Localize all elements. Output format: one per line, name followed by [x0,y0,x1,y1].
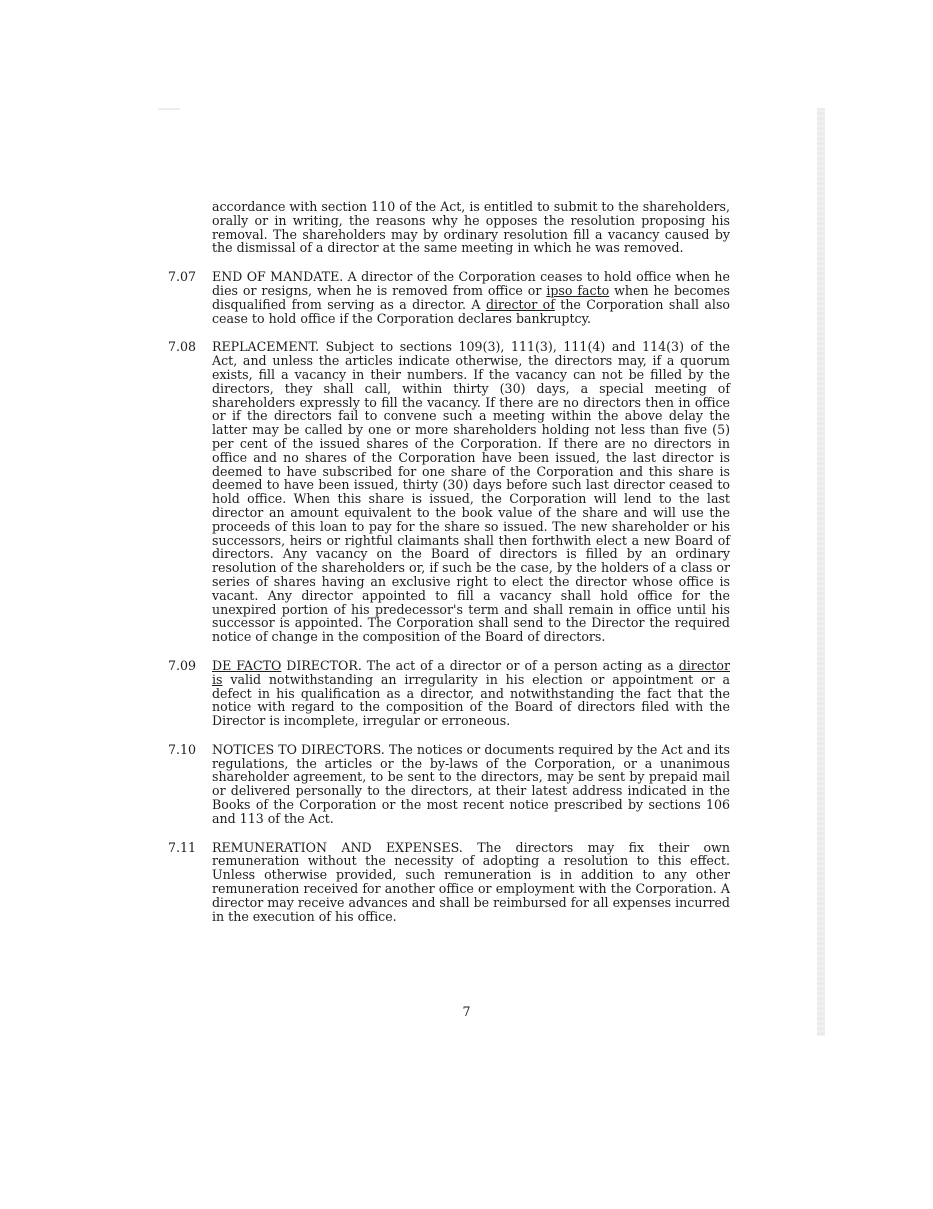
section-number: 7.07 [168,269,197,285]
section-7-08 [168,340,730,644]
section-7-07 [168,270,730,325]
section-text: REMUNERATION AND EXPENSES. The directors may fix their own remuneration without the necessity of adopting a resolution to this effect. Unless otherwise provided, such remuneration is in addition to any other remuneration received for another office or employment with the Corporation. A director may receive advances and shall be reimbursed for all expenses incurred in the execution of his office. [212,839,730,924]
underlined-term: DE FACTO [212,657,282,673]
underlined-term: ipso facto [546,282,610,298]
section-text: END OF MANDATE. A director of the Corporation ceases to hold office when he dies or resigns, when he is removed from office or ipso facto when he becomes disqualified from serving as a director. A director of the Corporation shall also cease to hold office if the Corporation declares bankruptcy. [212,269,730,326]
section-7-09 [168,659,730,728]
scan-speck [158,108,180,110]
underlined-term: director is [212,657,730,687]
section-text: DE FACTO DIRECTOR. The act of a director or of a person acting as a director is valid notwithstanding an irregularity in his election or appointment or a defect in his qualification as a director, and notwithstanding the fact that the notice with regard to the composition of the Board of directors filed with the Director is incomplete, irregular or erroneous. [212,657,730,729]
document-body [168,200,730,923]
section-text: REPLACEMENT. Subject to sections 109(3), 111(3), 111(4) and 114(3) of the Act, and unless the articles indicate otherwise, the directors may, if a quorum exists, fill a vacancy in their numbers. If the vacancy can not be filled by the directors, they shall call, within thirty (30) days, a special meeting of shareholders expressly to fill the vacancy. If there are no directors then in office or if the directors fail to convene such a meeting within the above delay the latter may be called by one or more shareholders holding not less than five (5) per cent of the issued shares of the Corporation. If there are no directors in office and no shares of the Corporation have been issued, the last director is deemed to have subscribed for one share of the Corporation and this share is deemed to have been issued, thirty (30) days before such last director ceased to hold office. When this share is issued, the Corporation will lend to the last director an amount equivalent to the book value of the share and will use the proceeds of this loan to pay for the share so issued. The new shareholder or his successors, heirs or rightful claimants shall then forthwith elect a new Board of directors. Any vacancy on the Board of directors is filled by an ordinary resolution of the shareholders or, if such be the case, by the holders of a class or series of shares having an exclusive right to elect the director whose office is vacant. Any director appointed to fill a vacancy shall hold office for the unexpired portion of his predecessor's term and shall remain in office until his successor is appointed. The Corporation shall send to the Director the required notice of change in the composition of the Board of directors. [212,339,730,645]
section-7-10 [168,743,730,826]
section-number: 7.10 [168,741,197,757]
underlined-term: director of [485,296,555,312]
continuation-paragraph: accordance with section 110 of the Act, is entitled to submit to the shareholders, orally or in writing, the reasons why he opposes the resolution proposing his removal. The shareholders may by ordinary resolution fill a vacancy caused by the dismissal of a director at the same meeting in which he was removed. [212,199,730,256]
section-7-11 [168,841,730,924]
section-text: NOTICES TO DIRECTORS. The notices or documents required by the Act and its regulations, the articles or the by-laws of the Corporation, or a unanimous shareholder agreement, to be sent to the directors, may be sent by prepaid mail or delivered personally to the directors, at their latest address indicated in the Books of the Corporation or the most recent notice prescribed by sections 106 and 113 of the Act. [212,741,730,826]
section-number: 7.08 [168,339,197,355]
section-number: 7.09 [168,657,197,673]
page-number: 7 [462,1004,471,1019]
scan-edge-shadow [817,108,825,1036]
section-number: 7.11 [168,839,197,855]
